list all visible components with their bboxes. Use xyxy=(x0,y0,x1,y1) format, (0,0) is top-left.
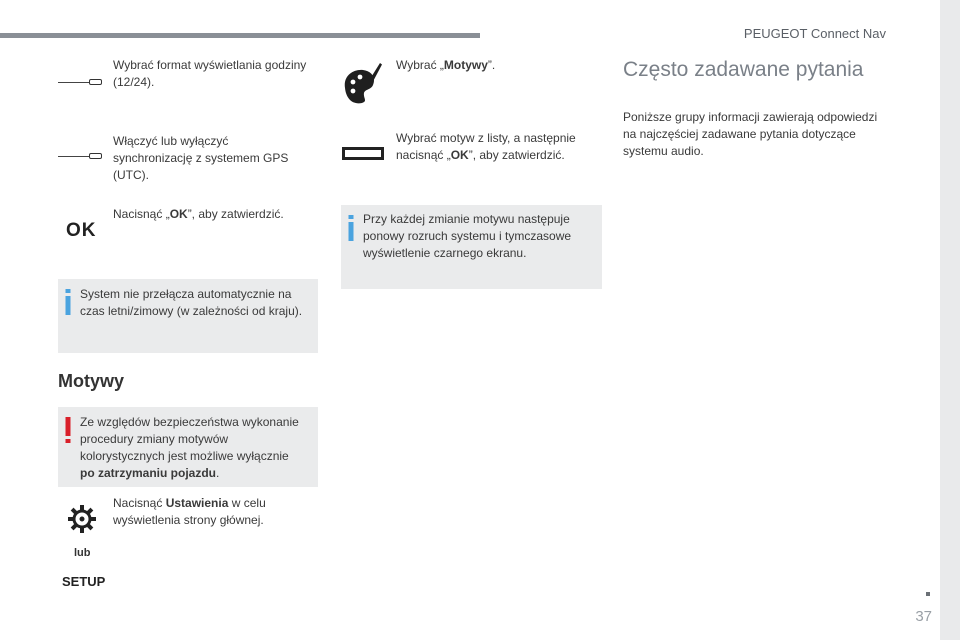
page-number: 37 xyxy=(915,608,932,625)
section-title: Motywy xyxy=(58,371,125,391)
settings-text: Nacisnąć Ustawienia w celu wyświetlenia strony głównej. xyxy=(113,496,266,527)
step-gps-text: Włączyć lub wyłączyć synchronizację z systemem GPS (UTC). xyxy=(113,134,289,182)
faq-title: Często zadawane pytania xyxy=(623,58,864,81)
info-note-text: System nie przełącza automatycznie na czas letni/zimowy (w zależności od kraju). xyxy=(80,287,303,318)
info-note xyxy=(341,205,602,289)
knob-icon xyxy=(58,150,102,162)
step-ok-text: Nacisnąć „OK”, aby zatwierdzić. xyxy=(113,207,284,221)
info-icon xyxy=(64,287,72,317)
warning-note xyxy=(58,407,318,487)
top-bar xyxy=(0,33,480,38)
list-bar-icon xyxy=(342,147,384,160)
step-select-text: Wybrać motyw z listy, a następnie nacisnąć „OK”, aby zatwierdzić. xyxy=(396,131,576,162)
side-strip xyxy=(940,0,960,640)
palette-icon xyxy=(341,60,383,104)
gear-icon xyxy=(67,504,97,534)
or-label: lub xyxy=(74,547,91,559)
info-note xyxy=(58,279,318,353)
info-note-text: Przy każdej zmianie motywu następuje ponowy rozruch systemu i tymczasowe wyświetlenie czarnego ekranu. xyxy=(363,212,572,260)
warning-note-text: Ze względów bezpieczeństwa wykonanie procedury zmiany motywów kolorystycznych jest możliwe wyłącznie po zatrzymaniu pojazdu. xyxy=(80,415,299,480)
ok-icon: OK xyxy=(66,220,97,241)
setup-label: SETUP xyxy=(62,574,106,589)
page-dot xyxy=(926,592,930,596)
brand-label: PEUGEOT Connect Nav xyxy=(743,26,886,41)
step-theme-text: Wybrać „Motywy”. xyxy=(396,58,496,72)
faq-text: Poniższe grupy informacji zawierają odpowiedzi na najczęściej zadawane pytania dotyczące systemu audio. xyxy=(623,110,878,158)
info-icon xyxy=(347,213,355,243)
warning-icon xyxy=(64,415,72,445)
knob-icon xyxy=(58,76,102,88)
step-format-text: Wybrać format wyświetlania godziny (12/24). xyxy=(113,58,307,89)
